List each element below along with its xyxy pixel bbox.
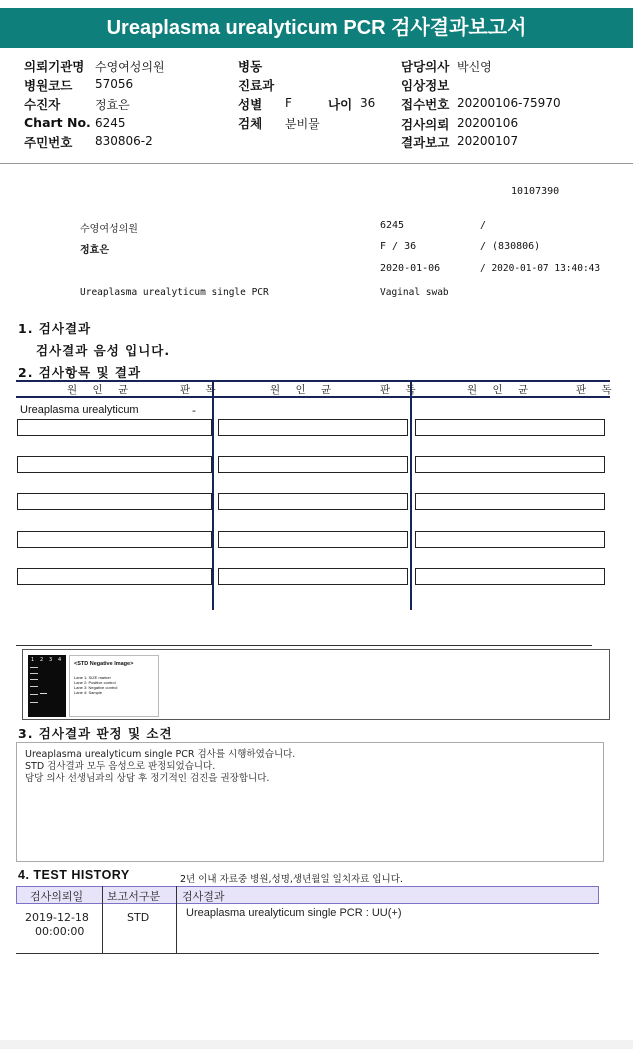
result-cell: [415, 568, 605, 585]
gel-caption-line: Lane 4: Sample: [74, 690, 103, 695]
receipt-label: 접수번호: [401, 97, 450, 112]
report-date-value: 20200107: [457, 134, 519, 148]
rrn-label: 주민번호: [24, 135, 73, 150]
info-specimen: Vaginal swab: [380, 287, 449, 298]
info-test-name: Ureaplasma urealyticum single PCR: [80, 287, 269, 298]
receipt-value: 20200106-75970: [457, 96, 561, 110]
gel-band: [40, 693, 47, 694]
info-receipt-date: 2020-01-06: [380, 263, 441, 274]
history-bottom-rule: [16, 953, 599, 954]
sex-value: F: [285, 96, 292, 110]
col-organism-3: 원 인 균: [467, 384, 535, 396]
gel-electrophoresis-image: [28, 655, 66, 717]
report-date-label: 결과보고: [401, 135, 450, 150]
gel-band: [30, 694, 38, 695]
result-cell: [17, 419, 212, 436]
result-cell: [415, 419, 605, 436]
document-number: 10107390: [511, 186, 560, 197]
result-cell: [17, 531, 212, 548]
section4-title: 4. TEST HISTORY: [18, 868, 130, 882]
result-cell: [218, 568, 408, 585]
gel-caption-line: Lane 1: SIZE marker: [74, 675, 111, 680]
gel-caption-line: Lane 2: Positive control: [74, 680, 116, 685]
col-organism-1: 원 인 균: [67, 384, 135, 396]
gel-caption-title: <STD Negative Image>: [74, 661, 134, 667]
col-result-3: 판 독: [576, 384, 618, 396]
history-col-divider: [102, 886, 103, 954]
hospital-code-value: 57056: [95, 77, 134, 91]
info-report-datetime: / 2020-01-07 13:40:43: [480, 263, 601, 274]
history-result: Ureaplasma urealyticum single PCR : UU(+): [186, 907, 402, 919]
hospital-code-label: 병원코드: [24, 78, 73, 93]
gel-band: [30, 673, 38, 674]
result-cell: [218, 419, 408, 436]
doctor-label: 담당의사: [401, 59, 450, 74]
section1-result: 검사결과 음성 입니다.: [36, 343, 171, 358]
gel-caption-line: Lane 3: Negative control: [74, 685, 118, 690]
header-divider: [0, 163, 633, 164]
info-sex-age: F / 36: [380, 241, 417, 252]
history-time: 00:00:00: [35, 925, 85, 938]
section1-title: 1. 검사결과: [18, 321, 92, 336]
clinical-info-label: 임상정보: [401, 78, 450, 93]
col-result-1: 판 독: [180, 384, 222, 396]
result-cell: [415, 531, 605, 548]
table-col-divider-2: [410, 380, 412, 610]
history-type: STD: [127, 911, 150, 924]
gel-lane-1: 1: [31, 657, 35, 663]
chart-value: 6245: [95, 116, 126, 130]
sex-label: 성별: [238, 97, 263, 112]
result-cell: [415, 493, 605, 510]
gel-band: [30, 679, 38, 680]
gel-lane-4: 4: [58, 657, 62, 663]
history-header-row: [16, 886, 599, 904]
history-note: 2년 이내 자료중 병원,성명,생년월일 일치자료 입니다.: [180, 874, 403, 885]
history-col-type: 보고서구분: [107, 890, 161, 903]
doctor-value: 박신영: [457, 60, 492, 74]
result-cell: [17, 568, 212, 585]
opinion-line: Ureaplasma urealyticum single PCR 검사를 시행하였습니다.: [25, 749, 296, 760]
table-col-divider-1: [212, 380, 214, 610]
info-name: 정효은: [80, 245, 109, 256]
rrn-value: 830806-2: [95, 134, 153, 148]
age-label: 나이: [328, 97, 353, 112]
result-cell: [218, 531, 408, 548]
result-cell: [17, 493, 212, 510]
specimen-value: 분비물: [285, 117, 320, 131]
section2-title: 2. 검사항목 및 결과: [18, 365, 142, 380]
institution-label: 의뢰기관명: [24, 59, 85, 74]
institution-value: 수영여성의원: [95, 60, 165, 74]
request-value: 20200106: [457, 116, 519, 130]
gel-band: [30, 667, 38, 668]
result-organism: Ureaplasma urealyticum: [20, 404, 139, 416]
opinion-line: 담당 의사 선생님과의 상담 후 정기적인 검진을 권장합니다.: [25, 773, 270, 784]
result-cell: [218, 493, 408, 510]
dept-label: 진료과: [238, 78, 275, 93]
patient-value: 정효은: [95, 98, 130, 112]
gel-image-panel: [22, 649, 610, 720]
request-label: 검사의뢰: [401, 117, 450, 132]
section3-title: 3. 검사결과 판정 및 소견: [18, 726, 173, 741]
report-title: Ureaplasma urealyticum PCR 검사결과보고서: [0, 8, 633, 48]
history-col-result: 검사결과: [182, 890, 225, 903]
gel-lane-2: 2: [40, 657, 44, 663]
gel-divider: [16, 645, 592, 646]
info-chart: 6245: [380, 220, 405, 231]
ward-label: 병동: [238, 59, 263, 74]
history-date: 2019-12-18: [25, 911, 89, 924]
history-col-divider: [176, 886, 177, 954]
result-cell: [17, 456, 212, 473]
col-result-2: 판 독: [380, 384, 422, 396]
chart-label: Chart No.: [24, 115, 91, 130]
result-cell: [415, 456, 605, 473]
history-col-date: 검사의뢰일: [30, 890, 84, 903]
opinion-line: STD 검사결과 모두 음성으로 판정되었습니다.: [25, 761, 216, 772]
gel-band: [30, 702, 38, 703]
gel-caption-box: [69, 655, 159, 717]
footer-bar: [0, 1040, 633, 1049]
specimen-label: 검체: [238, 116, 263, 131]
info-clinic: 수영여성의원: [80, 224, 138, 235]
gel-lane-3: 3: [49, 657, 53, 663]
opinion-box: [16, 742, 604, 862]
result-value: -: [192, 404, 196, 417]
gel-band: [30, 686, 38, 687]
info-slash: /: [480, 220, 487, 231]
info-birth: / (830806): [480, 241, 541, 252]
result-cell: [218, 456, 408, 473]
age-value: 36: [360, 96, 376, 110]
col-organism-2: 원 인 균: [270, 384, 338, 396]
patient-label: 수진자: [24, 97, 61, 112]
